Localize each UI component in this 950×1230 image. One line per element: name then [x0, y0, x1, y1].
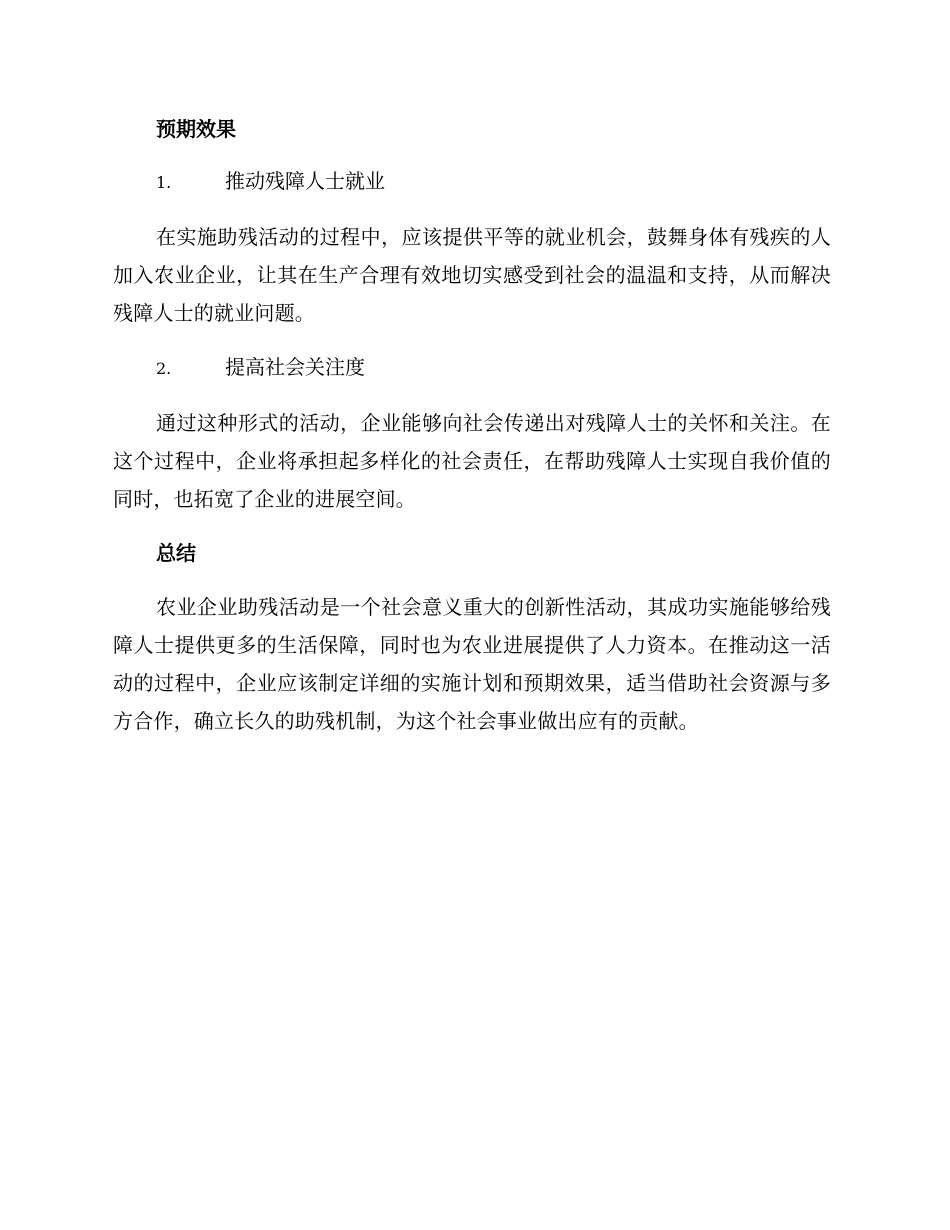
list-item-title: 推动残障人士就业 — [225, 169, 385, 193]
list-item-1 — [113, 164, 831, 200]
list-item-2 — [113, 350, 831, 386]
section-heading-summary: 总结 — [156, 541, 196, 565]
list-number: 2. — [156, 359, 172, 378]
list-item-title: 提高社会关注度 — [225, 355, 365, 379]
paragraph-employment: 在实施助残活动的过程中，应该提供平等的就业机会，鼓舞身体有残疾的人加入农业企业，让其在生产合理有效地切实感受到社会的温温和支持，从而解决残障人士的就业问题。 — [113, 225, 831, 325]
list-number: 1. — [156, 173, 172, 192]
paragraph-social-attention: 通过这种形式的活动，企业能够向社会传递出对残障人士的关怀和关注。在这个过程中，企业将承担起多样化的社会责任，在帮助残障人士实现自我价值的同时，也拓宽了企业的进展空间。 — [113, 411, 831, 511]
document-body — [113, 112, 831, 758]
paragraph-summary: 农业企业助残活动是一个社会意义重大的创新性活动，其成功实施能够给残障人士提供更多的生活保障，同时也为农业进展提供了人力资本。在推动这一活动的过程中，企业应该制定详细的实施计划和预期效果，适当借助社会资源与多方合作，确立长久的助残机制，为这个社会事业做出应有的贡献。 — [113, 595, 831, 733]
section-heading-expected-effects: 预期效果 — [156, 117, 236, 141]
